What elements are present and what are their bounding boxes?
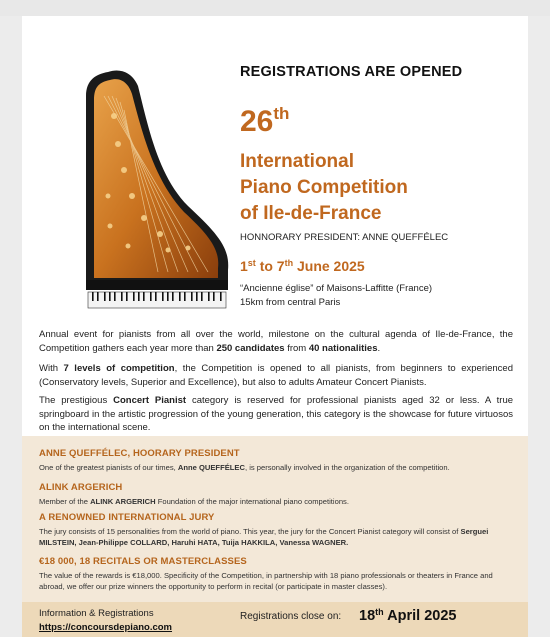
p2-text-c: , the Competition is opened to all pianists, from beginners to experienced (Conservatory levels, Superior and Excellence), but also to adults Amateur Concert Pianists. <box>39 363 513 388</box>
footer-info-label: Information & Registrations <box>39 608 154 619</box>
section-president <box>39 448 513 474</box>
s1-text-a: One of the greatest pianists of our times, <box>39 463 178 472</box>
close-day: 18 <box>359 608 376 624</box>
edition-num: 26 <box>240 105 274 138</box>
honorary-president: HONNORARY PRESIDENT: ANNE QUEFFÉLEC <box>240 232 449 243</box>
competition-dates <box>240 258 525 274</box>
p3-concert-pianist: Concert Pianist <box>113 395 187 406</box>
p1-text-e: . <box>377 342 381 354</box>
p1-nationalities: 40 nationalities <box>308 342 378 354</box>
footer-bar <box>22 602 528 637</box>
section-president-title: ANNE QUEFFÉLEC, HOORARY PRESIDENT <box>39 448 240 459</box>
s1-text-c: , is personally involved in the organization of the competition. <box>244 463 450 472</box>
close-rest: April 2025 <box>383 608 457 624</box>
registration-link[interactable]: https://concoursdepiano.com <box>39 622 173 633</box>
section-alink-text <box>39 497 513 508</box>
date-rest: June 2025 <box>293 258 365 274</box>
venue-name: “Ancienne église” of Maisons-Laffitte (France) <box>240 283 433 294</box>
intro-paragraph-3 <box>39 394 513 435</box>
intro-paragraph-2 <box>39 362 513 389</box>
date-mid: to 7 <box>255 258 285 274</box>
date-start: 1 <box>240 258 248 274</box>
s1-name: Anne QUEFFÉLEC <box>177 463 245 472</box>
section-rewards-text: The value of the rewards is €18,000. Specificity of the Competition, in partnership with 18 piano professionals or theaters in France and abroad, we offer our prize winners the opportunity to perform in recital (or participate in master classes). <box>39 571 493 591</box>
p3-text-c: category is reserved for professional pianists aged 32 or less. A true springboard in the artistic progression of the young generation, this category is the showcase for future virtuosos on the international scene. <box>39 395 514 433</box>
section-rewards-title: €18 000, 18 RECITALS OR MASTERCLASSES <box>39 556 247 567</box>
section-alink-argerich <box>39 482 513 508</box>
footer-info <box>39 607 172 635</box>
edition-sup: th <box>273 104 290 123</box>
p3-text-a: The prestigious <box>39 395 114 406</box>
venue-info <box>240 282 525 310</box>
date-start-sup: st <box>247 258 256 268</box>
registrations-heading: REGISTRATIONS ARE OPENED <box>240 64 463 80</box>
edition-number <box>240 104 525 139</box>
section-rewards <box>39 556 513 592</box>
competition-title <box>240 149 525 227</box>
s2-name: ALINK ARGERICH <box>90 497 156 506</box>
venue-distance: 15km from central Paris <box>240 297 341 308</box>
close-sup: th <box>375 607 384 617</box>
section-jury-text <box>39 527 513 548</box>
grand-piano-image <box>68 66 240 312</box>
p2-levels: 7 levels of competition <box>63 363 175 374</box>
p1-candidates: 250 candidates <box>216 342 285 354</box>
p2-text-a: With <box>39 363 64 374</box>
intro-paragraph-1 <box>39 328 513 355</box>
registration-close-label: Registrations close on: <box>240 611 342 622</box>
p1-text-a: Annual event for pianists from all over the world, milestone on the cultural agenda of Ile-de-France, the Competition gathers each year more than <box>39 329 513 354</box>
s2-text-c: Foundation of the major international piano competitions. <box>155 497 349 506</box>
registration-close-date <box>359 607 456 624</box>
section-alink-title: ALINK ARGERICH <box>39 482 123 493</box>
poster-page <box>22 16 528 637</box>
section-jury-title: A RENOWNED INTERNATIONAL JURY <box>39 512 215 523</box>
section-president-text <box>39 463 513 474</box>
p1-text-c: from <box>284 342 309 354</box>
s3-jury-names: Serguei MILSTEIN, Jean-Philippe COLLARD, Haruhi HATA, Tuija HAKKILA, Vanessa WAGNER. <box>39 527 489 547</box>
date-end-sup: th <box>284 258 294 268</box>
section-jury <box>39 512 513 548</box>
s3-text-a: The jury consists of 15 personalities from the world of piano. This year, the jury for the Concert Pianist category will consist of <box>39 527 461 536</box>
title-line-1: International <box>240 151 355 172</box>
title-line-2: Piano Competition <box>240 177 408 198</box>
top-bar <box>0 0 550 16</box>
title-line-3: of Ile-de-France <box>240 203 382 224</box>
s2-text-a: Member of the <box>39 497 91 506</box>
